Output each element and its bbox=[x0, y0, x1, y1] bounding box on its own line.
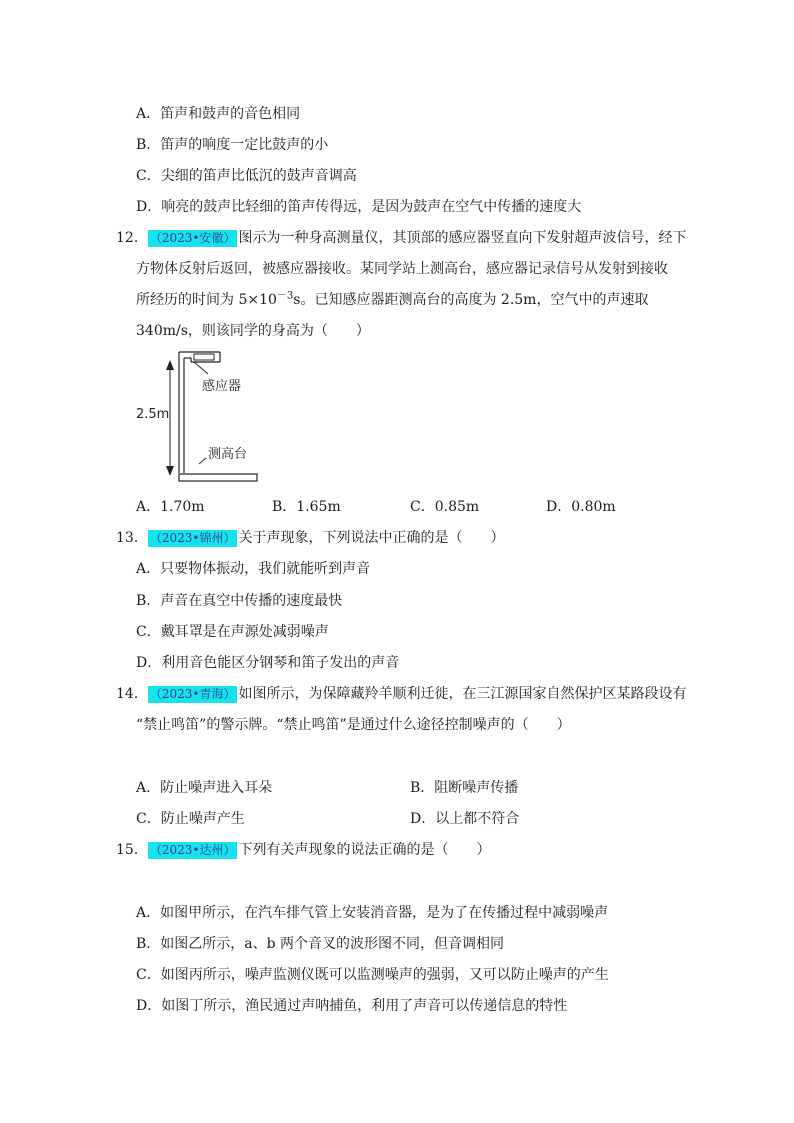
height-meter-figure bbox=[136, 348, 266, 488]
q14-text: 如图所示，为保障藏羚羊顺利迁徙，在三江源国家自然保护区某路段设有 bbox=[238, 686, 687, 702]
q13-text: 关于声现象，下列说法中正确的是（ ） bbox=[238, 530, 505, 546]
q12-option-a: A．1.70m bbox=[136, 499, 205, 515]
q12-text: 图示为一种身高测量仪，其顶部的感应器竖直向下发射超声波信号，经下 bbox=[238, 230, 687, 246]
q11-option-b: B．笛声的响度一定比鼓声的小 bbox=[136, 137, 329, 153]
question-number: 14． bbox=[116, 686, 148, 702]
q13-stem bbox=[116, 529, 504, 547]
question-number: 12． bbox=[116, 230, 148, 246]
q15-text: 下列有关声现象的说法正确的是（ ） bbox=[238, 842, 491, 858]
q14-stem-line2: “禁止鸣笛”的警示牌。“禁止鸣笛”是通过什么途径控制噪声的（ ） bbox=[136, 717, 571, 733]
q11-option-a: A．笛声和鼓声的音色相同 bbox=[136, 106, 301, 122]
source-tag[interactable]: （2023•青海） bbox=[149, 687, 236, 701]
q14-option-a: A．防止噪声进入耳朵 bbox=[136, 780, 273, 796]
source-tag[interactable]: （2023•锦州） bbox=[149, 531, 236, 545]
q13-option-c: C．戴耳罩是在声源处减弱噪声 bbox=[136, 624, 329, 640]
q11-option-c: C．尖细的笛声比低沉的鼓声音调高 bbox=[136, 168, 357, 184]
sensor-box bbox=[194, 354, 214, 360]
q12-stem-line2: 方物体反射后返回，被感应器接收。某同学站上测高台，感应器记录信号从发射到接收 bbox=[136, 261, 668, 277]
question-number: 15． bbox=[116, 842, 148, 858]
q15-option-b: B．如图乙所示，a、b 两个音叉的波形图不同，但音调相同 bbox=[136, 936, 505, 952]
q13-option-b: B．声音在真空中传播的速度最快 bbox=[136, 593, 343, 609]
platform bbox=[179, 474, 257, 481]
height-label: 2.5m bbox=[136, 407, 170, 422]
q15-option-a: A．如图甲所示，在汽车排气管上安装消音器，是为了在传播过程中减弱噪声 bbox=[136, 905, 609, 921]
q11-option-d: D．响亮的鼓声比轻细的笛声传得远，是因为鼓声在空气中传播的速度大 bbox=[136, 199, 582, 215]
q13-option-d: D．利用音色能区分钢琴和笛子发出的声音 bbox=[136, 655, 400, 671]
source-tag[interactable]: （2023•安徽） bbox=[149, 231, 236, 245]
q15-option-d: D．如图丁所示，渔民通过声呐捕鱼，利用了声音可以传递信息的特性 bbox=[136, 998, 568, 1014]
q12-option-d: D．0.80m bbox=[546, 499, 616, 515]
q12-option-b: B．1.65m bbox=[272, 499, 341, 515]
q13-option-a: A．只要物体振动，我们就能听到声音 bbox=[136, 561, 371, 577]
q14-option-d: D．以上都不符合 bbox=[410, 811, 520, 827]
sensor-label: 感应器 bbox=[202, 379, 242, 394]
q12-stem-line4: 340m/s，则该同学的身高为（ ） bbox=[136, 323, 370, 339]
q15-option-c: C．如图丙所示，噪声监测仪既可以监测噪声的强弱，又可以防止噪声的产生 bbox=[136, 967, 609, 983]
platform-label: 测高台 bbox=[208, 447, 248, 462]
q15-stem bbox=[116, 841, 490, 859]
q14-option-b: B．阻断噪声传播 bbox=[410, 780, 519, 796]
q12-stem-line3: 所经历的时间为 $5\times 10^{-3}s$。已知感应器距测高台的高度为 2.5m，空气中的声速取 bbox=[136, 290, 649, 308]
q12-option-c: C．0.85m bbox=[410, 499, 480, 515]
q14-stem-line1 bbox=[116, 685, 686, 703]
q12-stem-line1 bbox=[116, 229, 686, 247]
question-number: 13． bbox=[116, 530, 148, 546]
source-tag[interactable]: （2023•达州） bbox=[149, 843, 236, 857]
q14-option-c: C．防止噪声产生 bbox=[136, 811, 245, 827]
